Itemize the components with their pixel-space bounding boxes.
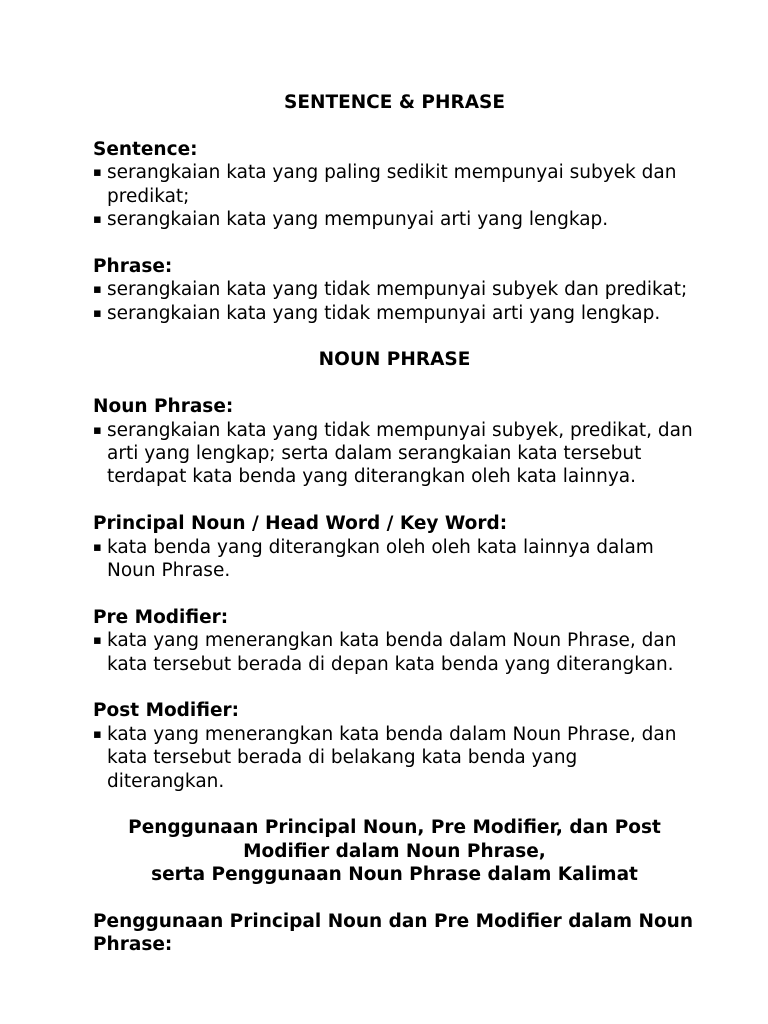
section-heading-post-modifier: Post Modifier: <box>93 700 240 722</box>
section-heading-usage-pre-modifier: Penggunaan Principal Noun dan Pre Modifier dalam Noun Phrase: <box>93 911 694 956</box>
phrase-list <box>93 278 696 325</box>
list-item: ▪ kata benda yang diterangkan oleh oleh kata lainnya dalam Noun Phrase. <box>93 536 696 583</box>
list-item: ▪ serangkaian kata yang paling sedikit mempunyai subyek dan predikat; <box>93 161 696 208</box>
list-item: ▪ serangkaian kata yang tidak mempunyai subyek dan predikat; <box>93 278 696 301</box>
list-item: ▪ serangkaian kata yang tidak mempunyai subyek, predikat, dan arti yang lengkap; serta dalam serangkaian kata tersebut terdapat kata benda yang diterangkan oleh kata lainnya. <box>93 419 696 489</box>
post-modifier-list <box>93 723 696 793</box>
usage-title-line2: serta Penggunaan Noun Phrase dalam Kalimat <box>151 864 638 886</box>
usage-title-line1: Penggunaan Principal Noun, Pre Modifier, dan Post Modifier dalam Noun Phrase, <box>128 817 661 862</box>
section-heading-pre-modifier: Pre Modifier: <box>93 606 229 628</box>
principal-noun-list <box>93 536 696 583</box>
list-item: ▪ kata yang menerangkan kata benda dalam Noun Phrase, dan kata tersebut berada di depan kata benda yang diterangkan. <box>93 629 696 676</box>
usage-title <box>93 816 696 886</box>
section-heading-noun-phrase: Noun Phrase: <box>93 396 234 418</box>
document-title: SENTENCE & PHRASE <box>284 92 505 113</box>
list-item: ▪ kata yang menerangkan kata benda dalam Noun Phrase, dan kata tersebut berada di belakang kata benda yang diterangkan. <box>93 723 696 793</box>
pre-modifier-list <box>93 629 696 676</box>
noun-phrase-list <box>93 419 696 489</box>
section-heading-phrase: Phrase: <box>93 255 173 277</box>
section-heading-principal-noun: Principal Noun / Head Word / Key Word: <box>93 513 508 535</box>
list-item: ▪ serangkaian kata yang mempunyai arti yang lengkap. <box>93 208 696 231</box>
section-heading-sentence: Sentence: <box>93 138 198 160</box>
sentence-list <box>93 161 696 231</box>
list-item: ▪ serangkaian kata yang tidak mempunyai arti yang lengkap. <box>93 302 696 325</box>
noun-phrase-title: NOUN PHRASE <box>318 349 471 371</box>
